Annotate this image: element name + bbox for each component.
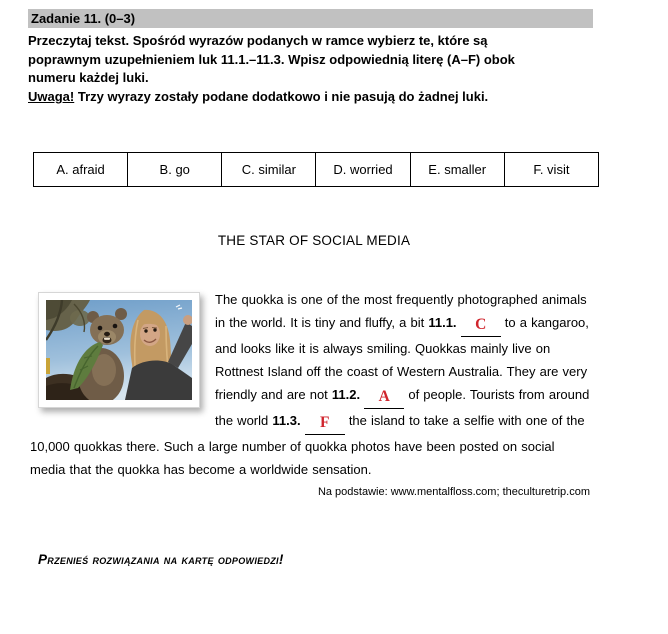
word-bank-row — [34, 153, 599, 187]
passage-text: the island to take a selfie with one of the 10,000 quokkas there. Such a large number of quokka photos have been posted on social media that the quokka has become a worldwide sensation. — [30, 413, 585, 477]
word-bank-cell: A. afraid — [34, 153, 128, 187]
note-label: Uwaga! — [28, 89, 75, 105]
word-bank-cell: E. smaller — [410, 153, 504, 187]
instruction-line: poprawnym uzupełnieniem luk 11.1.–11.3. Wpisz odpowiednią literę (A–F) obok — [28, 51, 515, 67]
gap-number: 11.1. — [428, 315, 457, 330]
source-line: Na podstawie: www.mentalfloss.com; theculturetrip.com — [317, 486, 590, 498]
gap-11-2 — [331, 387, 404, 405]
word-bank-cell: D. worried — [316, 153, 410, 187]
word-bank-cell: F. visit — [504, 153, 598, 187]
note-text: Trzy wyrazy zostały podane dodatkowo i nie pasują do żadnej luki. — [77, 89, 489, 105]
gap-11-1 — [428, 315, 500, 333]
transfer-note: Przenieś rozwiązania na kartę odpowiedzi! — [38, 552, 284, 567]
task-instructions — [28, 32, 613, 107]
quokka-selfie-photo — [38, 292, 200, 408]
word-bank-cell: C. similar — [222, 153, 316, 187]
task-title: Zadanie 11. (0–3) — [31, 11, 136, 26]
note-line — [28, 88, 613, 107]
passage-text: to a kangaroo, and looks like it is always smiling. Quokkas mainly live on Rottnest Island off the coast of Western Australia. They are very friendly and are not — [215, 315, 589, 402]
gap-blank — [305, 414, 345, 435]
answer-letter: C — [475, 316, 487, 333]
gap-blank — [461, 316, 501, 337]
passage-text: The quokka is one of the most frequently photographed animals in the world. It is tiny and fluffy, a bit — [215, 292, 587, 330]
word-bank-table — [33, 152, 599, 187]
reading-passage — [30, 288, 592, 481]
answer-letter: F — [319, 414, 330, 431]
task-header-bar — [28, 9, 593, 28]
quokka-selfie-image — [46, 300, 192, 400]
word-bank-cell: B. go — [128, 153, 222, 187]
instruction-lines — [28, 32, 613, 88]
reading-title: THE STAR OF SOCIAL MEDIA — [217, 233, 411, 248]
passage-text: of people. Tourists from around the world — [215, 387, 590, 428]
gap-number: 11.3. — [272, 413, 301, 428]
instruction-line: numeru każdej luki. — [28, 70, 149, 86]
gap-blank — [364, 388, 404, 409]
gap-11-3 — [272, 413, 344, 431]
gap-number: 11.2. — [331, 387, 361, 402]
instruction-line: Przeczytaj tekst. Spośród wyrazów podanych w ramce wybierz te, które są — [28, 33, 488, 48]
answer-letter: A — [378, 388, 390, 405]
